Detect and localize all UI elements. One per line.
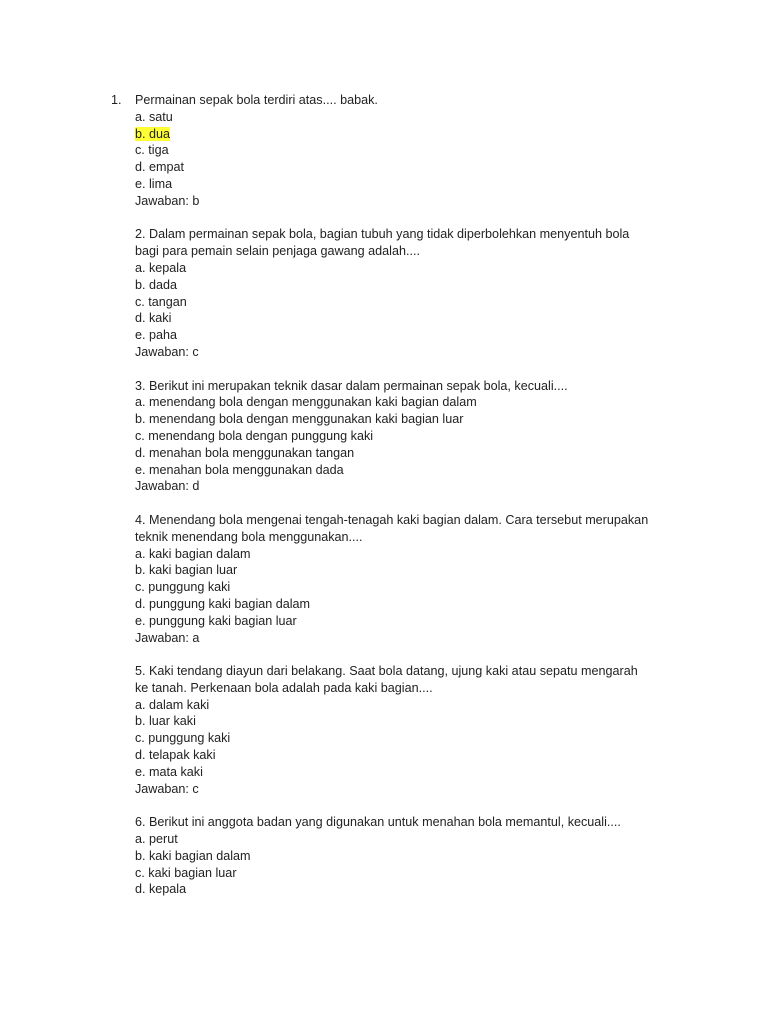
option-a: a. kaki bagian dalam: [135, 546, 251, 561]
option-d: d. punggung kaki bagian dalam: [135, 596, 311, 611]
option-e: e. lima: [135, 176, 173, 191]
option-c: c. kaki bagian luar: [135, 865, 237, 880]
option-e: e. menahan bola menggunakan dada: [135, 462, 344, 477]
option-d: d. kaki: [135, 311, 172, 326]
option-b: b. kaki bagian luar: [135, 563, 238, 578]
option-d: d. empat: [135, 160, 185, 175]
answer-line: Jawaban: c: [135, 344, 199, 359]
question-text-line: teknik menendang bola menggunakan....: [135, 529, 363, 544]
option-c: c. punggung kaki: [135, 580, 231, 595]
question-text-line: bagi para pemain selain penjaga gawang adalah....: [135, 244, 420, 259]
question-text-line: ke tanah. Perkenaan bola adalah pada kaki bagian....: [135, 680, 433, 695]
option-c: c. tangan: [135, 294, 187, 309]
question-text-line: 4. Menendang bola mengenai tengah-tenagah kaki bagian dalam. Cara tersebut merupakan: [135, 512, 649, 527]
question-6: [0, 814, 768, 898]
option-d: d. menahan bola menggunakan tangan: [135, 445, 355, 460]
question-number: 1.: [111, 93, 122, 107]
question-text-line: 3. Berikut ini merupakan teknik dasar dalam permainan sepak bola, kecuali....: [135, 378, 568, 393]
answer-line: Jawaban: b: [135, 193, 200, 208]
option-e: e. punggung kaki bagian luar: [135, 613, 297, 628]
option-a: a. dalam kaki: [135, 697, 210, 712]
question-5: [0, 663, 768, 797]
document-page: [0, 92, 768, 898]
option-c: c. menendang bola dengan punggung kaki: [135, 428, 374, 443]
option-a: a. menendang bola dengan menggunakan kaki bagian dalam: [135, 395, 477, 410]
question-text-line: 5. Kaki tendang diayun dari belakang. Saat bola datang, ujung kaki atau sepatu mengarah: [135, 664, 638, 679]
option-a: a. satu: [135, 109, 173, 124]
option-a: a. perut: [135, 832, 178, 847]
option-b: b. menendang bola dengan menggunakan kaki bagian luar: [135, 412, 464, 427]
question-1: [0, 92, 768, 210]
option-b-highlighted: [0, 126, 768, 143]
option-e: e. paha: [135, 328, 178, 343]
question-text-line: 6. Berikut ini anggota badan yang digunakan untuk menahan bola memantul, kecuali....: [135, 815, 621, 830]
answer-line: Jawaban: c: [135, 781, 199, 796]
question-text-line: 1. Permainan sepak bola terdiri atas.... babak.: [111, 93, 378, 107]
option-a: a. kepala: [135, 260, 187, 275]
question-4: [0, 512, 768, 646]
answer-line: Jawaban: a: [135, 630, 200, 645]
highlighted-answer: b. dua: [135, 126, 171, 141]
answer-line: Jawaban: d: [135, 479, 200, 494]
option-d: d. kepala: [135, 882, 187, 897]
question-text-line: 2. Dalam permainan sepak bola, bagian tubuh yang tidak diperbolehkan menyentuh bola: [135, 227, 630, 242]
question-3: [0, 378, 768, 496]
option-b: b. luar kaki: [135, 714, 196, 729]
option-c: c. punggung kaki: [135, 731, 231, 746]
option-c: c. tiga: [135, 143, 169, 158]
option-b: b. dada: [135, 277, 178, 292]
option-e: e. mata kaki: [135, 764, 203, 779]
option-b: b. kaki bagian dalam: [135, 848, 251, 863]
option-d: d. telapak kaki: [135, 748, 216, 763]
question-2: [0, 226, 768, 360]
